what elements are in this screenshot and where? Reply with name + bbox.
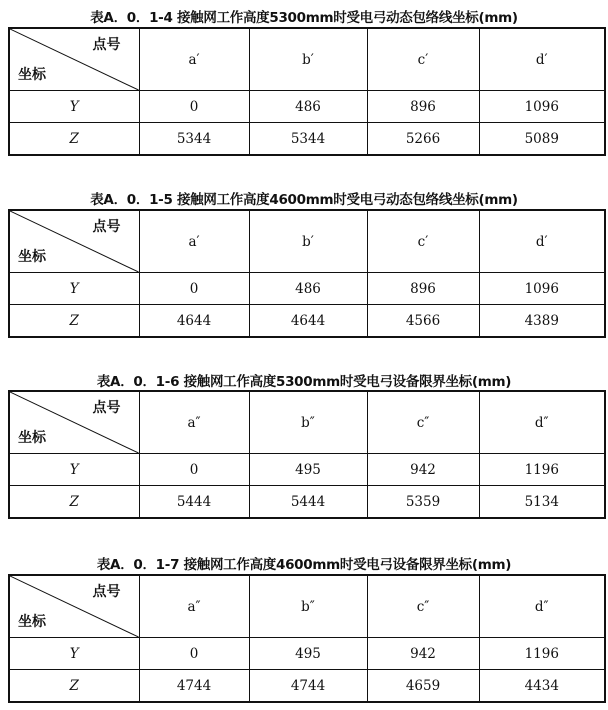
table-caption: 表A．0．1-7 接触网工作高度4600mm时受电弓设备限界坐标(mm) — [96, 557, 512, 573]
table-caption: 表A．0．1-4 接触网工作高度5300mm时受电弓动态包络线坐标(mm) — [90, 10, 518, 26]
column-header: d′ — [479, 210, 605, 273]
table-cell: 1196 — [479, 638, 605, 670]
table-row — [9, 486, 605, 519]
column-header: d′ — [479, 28, 605, 91]
coordinate-table — [8, 209, 606, 338]
row-header: Z — [9, 670, 139, 703]
table-cell: 5359 — [367, 486, 479, 519]
table-cell: 4659 — [367, 670, 479, 703]
table-cell: 5134 — [479, 486, 605, 519]
table-cell: 4644 — [249, 305, 367, 338]
table-row — [9, 638, 605, 670]
table-cell: 1196 — [479, 454, 605, 486]
row-header: Y — [9, 638, 139, 670]
table-cell: 486 — [249, 91, 367, 123]
corner-header-cell — [9, 575, 139, 638]
table-cell: 4744 — [139, 670, 249, 703]
table-row — [9, 123, 605, 156]
column-header: a″ — [139, 391, 249, 454]
coordinate-label: 坐标 — [18, 430, 46, 446]
table-cell: 5444 — [139, 486, 249, 519]
row-header: Y — [9, 454, 139, 486]
column-header: c′ — [367, 210, 479, 273]
coordinate-table — [8, 390, 606, 519]
coordinate-label: 坐标 — [18, 249, 46, 265]
row-header: Z — [9, 123, 139, 156]
table-cell: 5089 — [479, 123, 605, 156]
column-header: b′ — [249, 28, 367, 91]
column-header: d″ — [479, 391, 605, 454]
table-cell: 896 — [367, 273, 479, 305]
column-header: a′ — [139, 28, 249, 91]
table-cell: 5266 — [367, 123, 479, 156]
table-cell: 5344 — [249, 123, 367, 156]
row-header: Z — [9, 305, 139, 338]
header-row — [9, 210, 605, 273]
point-number-label: 点号 — [92, 584, 121, 600]
table-cell: 1096 — [479, 91, 605, 123]
column-header: c′ — [367, 28, 479, 91]
corner-header-cell — [9, 210, 139, 273]
table-cell: 896 — [367, 91, 479, 123]
coordinate-table — [8, 574, 606, 703]
table-cell: 0 — [139, 638, 249, 670]
header-row — [9, 391, 605, 454]
table-caption: 表A．0．1-6 接触网工作高度5300mm时受电弓设备限界坐标(mm) — [96, 374, 512, 390]
table-cell: 486 — [249, 273, 367, 305]
coordinate-label: 坐标 — [18, 67, 46, 83]
table-row — [9, 91, 605, 123]
table-cell: 0 — [139, 454, 249, 486]
column-header: c″ — [367, 391, 479, 454]
table-cell: 4744 — [249, 670, 367, 703]
table-row — [9, 454, 605, 486]
point-number-label: 点号 — [92, 219, 121, 235]
header-row — [9, 28, 605, 91]
coordinate-label: 坐标 — [18, 614, 46, 630]
column-header: b″ — [249, 575, 367, 638]
row-header: Y — [9, 91, 139, 123]
column-header: a″ — [139, 575, 249, 638]
coordinate-table — [8, 27, 606, 156]
point-number-label: 点号 — [92, 400, 121, 416]
table-caption: 表A．0．1-5 接触网工作高度4600mm时受电弓动态包络线坐标(mm) — [90, 192, 518, 208]
table-cell: 942 — [367, 454, 479, 486]
column-header: d″ — [479, 575, 605, 638]
table-cell: 0 — [139, 91, 249, 123]
column-header: b″ — [249, 391, 367, 454]
table-row — [9, 273, 605, 305]
header-row — [9, 575, 605, 638]
table-cell: 4644 — [139, 305, 249, 338]
table-cell: 1096 — [479, 273, 605, 305]
column-header: a′ — [139, 210, 249, 273]
point-number-label: 点号 — [92, 37, 121, 53]
row-header: Z — [9, 486, 139, 519]
corner-header-cell — [9, 28, 139, 91]
table-cell: 942 — [367, 638, 479, 670]
table-cell: 4566 — [367, 305, 479, 338]
row-header: Y — [9, 273, 139, 305]
table-cell: 4434 — [479, 670, 605, 703]
table-cell: 495 — [249, 638, 367, 670]
table-row — [9, 305, 605, 338]
table-cell: 5344 — [139, 123, 249, 156]
corner-header-cell — [9, 391, 139, 454]
table-cell: 0 — [139, 273, 249, 305]
column-header: c″ — [367, 575, 479, 638]
table-cell: 495 — [249, 454, 367, 486]
column-header: b′ — [249, 210, 367, 273]
table-row — [9, 670, 605, 703]
table-cell: 4389 — [479, 305, 605, 338]
table-cell: 5444 — [249, 486, 367, 519]
